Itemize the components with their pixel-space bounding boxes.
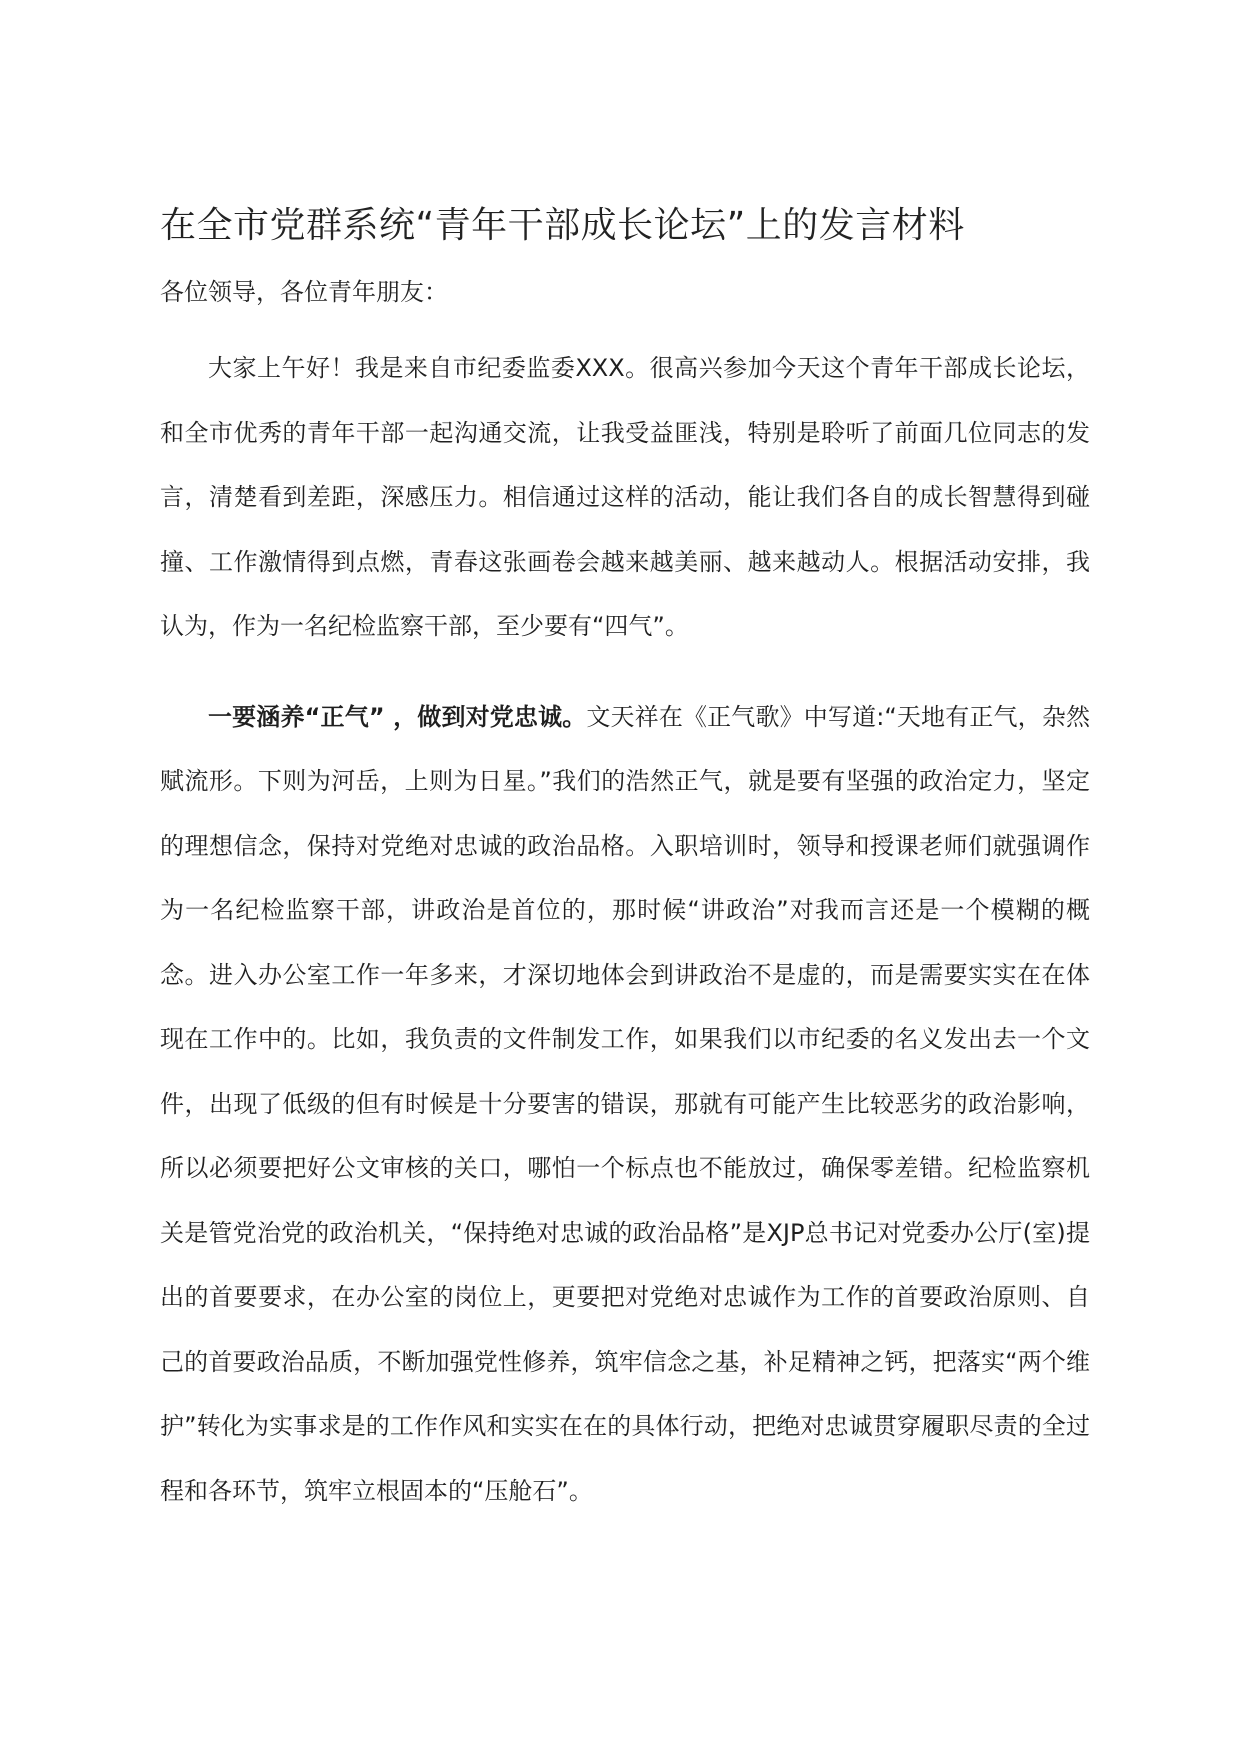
paragraph-opening: [160, 336, 1090, 659]
paragraph-text: 大家上午好！我是来自市纪委监委XXX。很高兴参加今天这个青年干部成长论坛，和全市优秀的青年干部一起沟通交流，让我受益匪浅，特别是聆听了前面几位同志的发言，清楚看到差距，深感压力。相信通过这样的活动，能让我们各自的成长智慧得到碰撞、工作激情得到点燃，青春这张画卷会越来越美丽、越来越动人。根据活动安排，我认为，作为一名纪检监察干部，至少要有“四气”。: [160, 354, 1090, 640]
paragraph-text: 文天祥在《正气歌》中写道:“天地有正气，杂然赋流形。下则为河岳，上则为日星。”我们的浩然正气，就是要有坚强的政治定力，坚定的理想信念，保持对党绝对忠诚的政治品格。入职培训时，领导和授课老师们就强调作为一名纪检监察干部，讲政治是首位的，那时候“讲政治”对我而言还是一个模糊的概念。进入办公室工作一年多来，才深切地体会到讲政治不是虚的，而是需要实实在在体现在工作中的。比如，我负责的文件制发工作，如果我们以市纪委的名义发出去一个文件，出现了低级的但有时候是十分要害的错误，那就有可能产生比较恶劣的政治影响，所以必须要把好公文审核的关口，哪怕一个标点也不能放过，确保零差错。纪检监察机关是管党治党的政治机关，“保持绝对忠诚的政治品格”是XJP总书记对党委办公厅(室)提出的首要要求，在办公室的岗位上，更要把对党绝对忠诚作为工作的首要政治原则、自己的首要政治品质，不断加强党性修养，筑牢信念之基，补足精神之钙，把落实“两个维护”转化为实事求是的工作作风和实实在在的具体行动，把绝对忠诚贯穿履职尽责的全过程和各环节，筑牢立根固本的“压舱石”。: [160, 702, 1090, 1505]
paragraph-zhengqi: [160, 685, 1090, 1524]
document-body: [160, 196, 1090, 1523]
document-title: 在全市党群系统“青年干部成长论坛”上的发言材料: [160, 205, 965, 246]
paragraph-lead: 一要涵养“正气” ，做到对党忠诚。: [208, 702, 587, 731]
salutation: 各位领导，各位青年朋友：: [160, 278, 448, 306]
